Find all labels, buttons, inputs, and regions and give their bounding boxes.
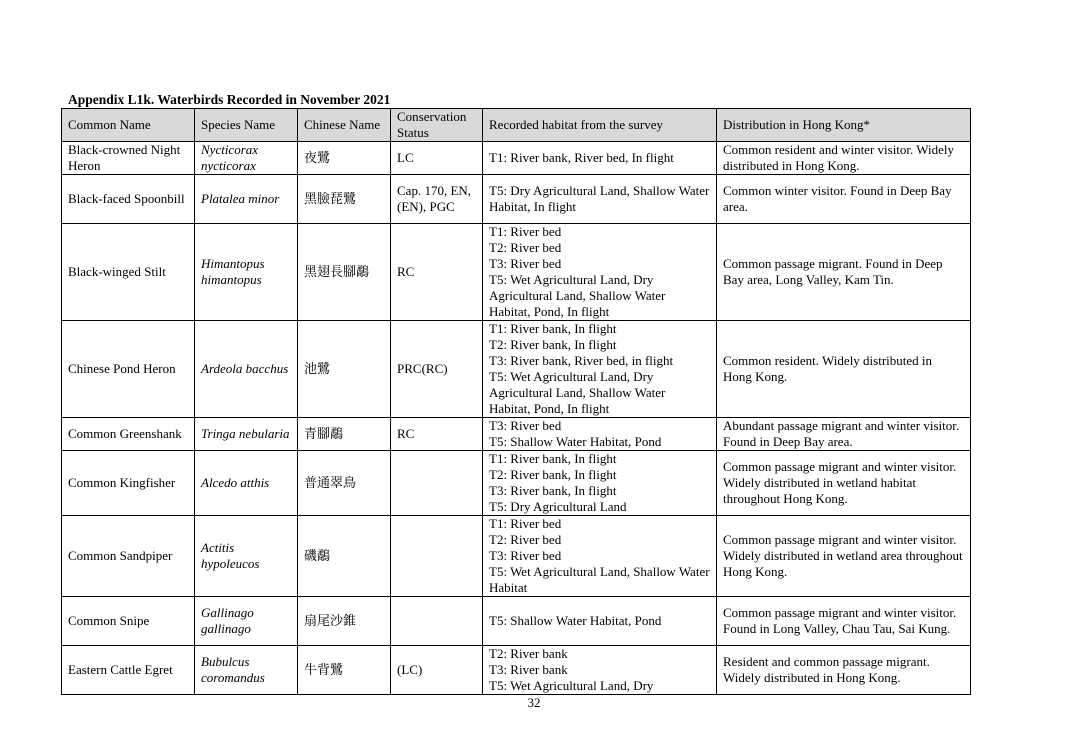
cell-conservation-status	[391, 597, 483, 646]
table-row	[62, 646, 971, 695]
waterbirds-table	[61, 108, 971, 695]
page-number: 32	[527, 695, 541, 710]
header-conservation-status: Conservation Status	[391, 109, 483, 142]
cell-recorded-habitat: T2: River bank T3: River bank T5: Wet Agricultural Land, Dry	[483, 646, 717, 695]
cell-common-name: Eastern Cattle Egret	[62, 646, 195, 695]
header-common-name: Common Name	[62, 109, 195, 142]
cell-chinese-name: 池鷺	[298, 321, 391, 418]
cell-species-name: Platalea minor	[195, 175, 298, 224]
table-row	[62, 451, 971, 516]
table-row	[62, 597, 971, 646]
cell-species-name: Tringa nebularia	[195, 418, 298, 451]
cell-recorded-habitat: T5: Dry Agricultural Land, Shallow Water Habitat, In flight	[483, 175, 717, 224]
table-row	[62, 142, 971, 175]
cell-conservation-status: PRC(RC)	[391, 321, 483, 418]
cell-distribution: Common winter visitor. Found in Deep Bay area.	[717, 175, 971, 224]
cell-species-name: Gallinago gallinago	[195, 597, 298, 646]
table-row	[62, 516, 971, 597]
cell-common-name: Chinese Pond Heron	[62, 321, 195, 418]
cell-distribution: Common resident and winter visitor. Widely distributed in Hong Kong.	[717, 142, 971, 175]
cell-recorded-habitat: T3: River bed T5: Shallow Water Habitat, Pond	[483, 418, 717, 451]
cell-chinese-name: 普通翠鳥	[298, 451, 391, 516]
cell-recorded-habitat: T1: River bank, River bed, In flight	[483, 142, 717, 175]
table-row	[62, 418, 971, 451]
cell-distribution: Common passage migrant. Found in Deep Bay area, Long Valley, Kam Tin.	[717, 224, 971, 321]
cell-recorded-habitat: T1: River bed T2: River bed T3: River bed T5: Wet Agricultural Land, Dry Agricultural Land, Shallow Water Habitat, Pond, In flight	[483, 224, 717, 321]
header-distribution: Distribution in Hong Kong*	[717, 109, 971, 142]
cell-common-name: Black-winged Stilt	[62, 224, 195, 321]
cell-distribution: Abundant passage migrant and winter visitor. Found in Deep Bay area.	[717, 418, 971, 451]
cell-species-name: Bubulcus coromandus	[195, 646, 298, 695]
cell-species-name: Actitis hypoleucos	[195, 516, 298, 597]
cell-distribution: Resident and common passage migrant. Widely distributed in Hong Kong.	[717, 646, 971, 695]
cell-species-name: Nycticorax nycticorax	[195, 142, 298, 175]
cell-chinese-name: 青腳鷸	[298, 418, 391, 451]
cell-recorded-habitat: T1: River bank, In flight T2: River bank, In flight T3: River bank, River bed, in flight T5: Wet Agricultural Land, Dry Agricultural Land, Shallow Water Habitat, Pond, In flight	[483, 321, 717, 418]
cell-recorded-habitat: T1: River bank, In flight T2: River bank, In flight T3: River bank, In flight T5: Dry Agricultural Land	[483, 451, 717, 516]
cell-species-name: Ardeola bacchus	[195, 321, 298, 418]
cell-chinese-name: 黑翅長腳鷸	[298, 224, 391, 321]
table-header-row	[62, 109, 971, 142]
cell-species-name: Alcedo atthis	[195, 451, 298, 516]
table-row	[62, 224, 971, 321]
cell-distribution: Common passage migrant and winter visitor. Widely distributed in wetland area throughout Hong Kong.	[717, 516, 971, 597]
cell-conservation-status: LC	[391, 142, 483, 175]
table-row	[62, 175, 971, 224]
cell-conservation-status	[391, 451, 483, 516]
cell-common-name: Common Sandpiper	[62, 516, 195, 597]
cell-species-name: Himantopus himantopus	[195, 224, 298, 321]
table-row	[62, 321, 971, 418]
header-chinese-name: Chinese Name	[298, 109, 391, 142]
cell-distribution: Common resident. Widely distributed in Hong Kong.	[717, 321, 971, 418]
header-species-name: Species Name	[195, 109, 298, 142]
table-caption: Appendix L1k. Waterbirds Recorded in November 2021	[68, 92, 391, 107]
cell-conservation-status: RC	[391, 224, 483, 321]
cell-chinese-name: 磯鷸	[298, 516, 391, 597]
cell-chinese-name: 夜鷺	[298, 142, 391, 175]
cell-common-name: Black-crowned Night Heron	[62, 142, 195, 175]
cell-recorded-habitat: T5: Shallow Water Habitat, Pond	[483, 597, 717, 646]
cell-common-name: Common Greenshank	[62, 418, 195, 451]
cell-distribution: Common passage migrant and winter visitor. Found in Long Valley, Chau Tau, Sai Kung.	[717, 597, 971, 646]
cell-conservation-status: RC	[391, 418, 483, 451]
cell-recorded-habitat: T1: River bed T2: River bed T3: River bed T5: Wet Agricultural Land, Shallow Water Habitat	[483, 516, 717, 597]
cell-conservation-status: (LC)	[391, 646, 483, 695]
cell-common-name: Black-faced Spoonbill	[62, 175, 195, 224]
cell-chinese-name: 扇尾沙錐	[298, 597, 391, 646]
cell-conservation-status: Cap. 170, EN, (EN), PGC	[391, 175, 483, 224]
header-recorded-habitat: Recorded habitat from the survey	[483, 109, 717, 142]
cell-chinese-name: 牛背鷺	[298, 646, 391, 695]
cell-distribution: Common passage migrant and winter visitor. Widely distributed in wetland habitat throughout Hong Kong.	[717, 451, 971, 516]
cell-chinese-name: 黑臉琵鷺	[298, 175, 391, 224]
cell-common-name: Common Kingfisher	[62, 451, 195, 516]
cell-common-name: Common Snipe	[62, 597, 195, 646]
cell-conservation-status	[391, 516, 483, 597]
